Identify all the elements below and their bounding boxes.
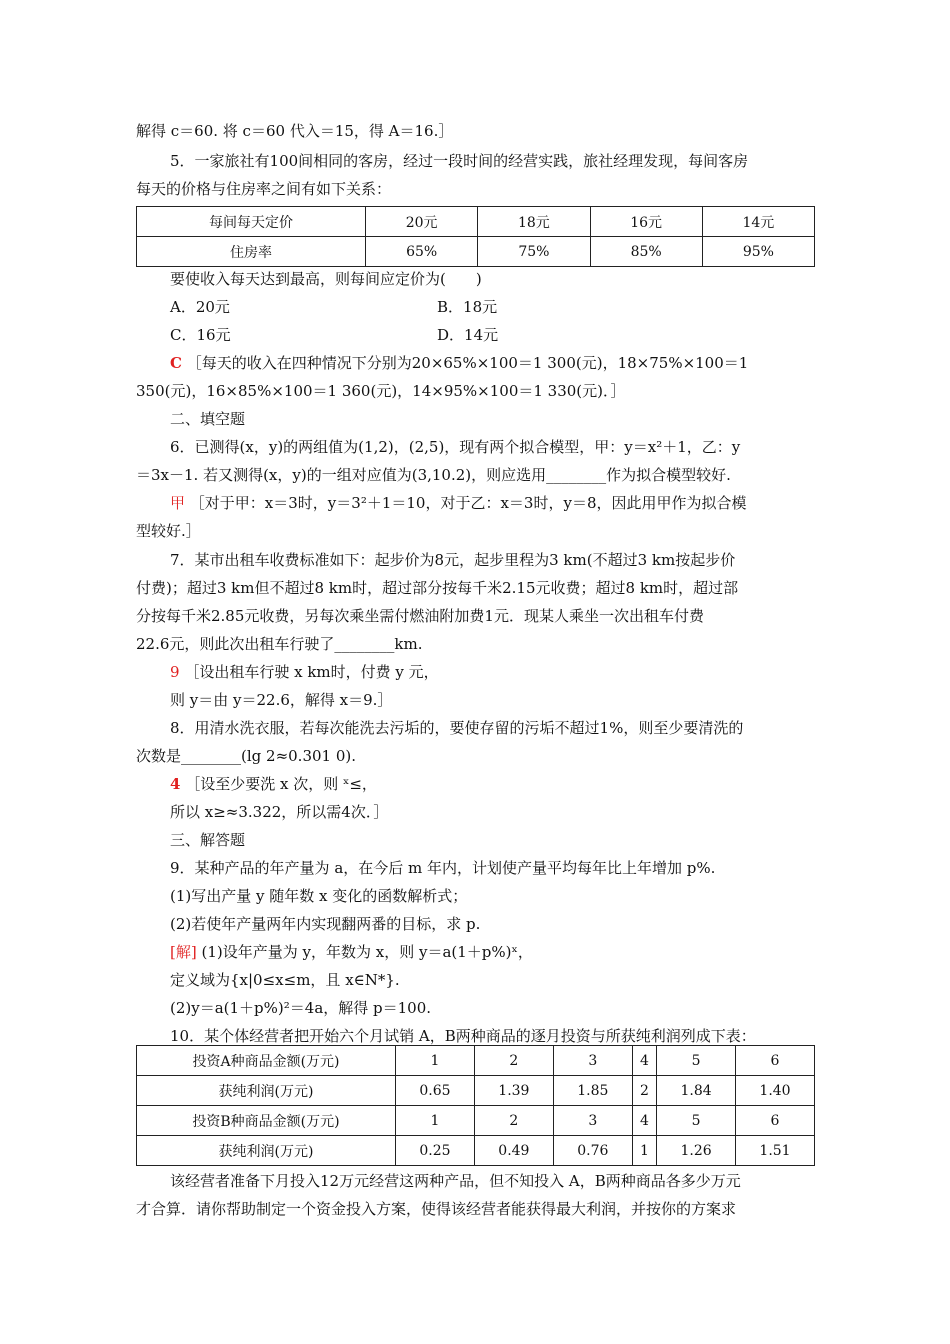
price-occupancy-table [136,206,815,267]
question-6-text: ＝3x－1. 若又测得(x，y)的一组对应值为(3,10.2)，则应选用________作为拟合模型较好. [136,466,731,484]
answer-tag: C [170,354,182,372]
table-cell: 0.25 [396,1136,475,1166]
answer-text: (1)设年产量为 y，年数为 x，则 y＝a(1＋p%)ˣ， [201,943,533,961]
table-row [137,207,815,237]
question-5-text: 每天的价格与住房率之间有如下关系： [136,180,392,198]
answer-text: ［每天的收入在四种情况下分别为20×65%×100＝1 300(元)，18×75%×100＝1 [186,354,749,372]
table-cell: 1.39 [474,1076,553,1106]
table-cell: 0.65 [396,1076,475,1106]
table-row [137,1106,815,1136]
table-cell: 95% [702,237,814,267]
table-cell: 住房率 [137,237,366,267]
table-cell: 16元 [590,207,702,237]
answer-8-text: 所以 x≥≈3.322，所以需4次．］ [170,803,389,821]
table-cell: 2 [474,1106,553,1136]
table-cell: 获纯利润(万元) [137,1136,396,1166]
table-cell: 75% [478,237,590,267]
question-10-text: 该经营者准备下月投入12万元经营这两种产品，但不知投入 A，B两种商品各多少万元 [170,1172,741,1190]
table-cell: 1 [396,1106,475,1136]
table-cell: 1 [632,1136,656,1166]
table-row [137,237,815,267]
question-7-text: 付费)；超过3 km但不超过8 km时，超过部分按每千米2.15元收费；超过8 km时，超过部 [136,579,739,597]
question-9-text: (1)写出产量 y 随年数 x 变化的函数解析式； [170,887,468,905]
table-cell: 0.49 [474,1136,553,1166]
question-9-text: (2)若使年产量两年内实现翻两番的目标，求 p. [170,915,481,933]
table-cell: 18元 [478,207,590,237]
section-heading: 二、填空题 [170,410,246,428]
question-5-text: 要使收入每天达到最高，则每间应定价为( ) [170,270,482,288]
table-cell: 1.85 [553,1076,632,1106]
table-cell: 投资A种商品金额(万元) [137,1046,396,1076]
table-cell: 4 [632,1046,656,1076]
answer-7 [170,661,439,683]
option-d: D．14元 [437,326,499,344]
table-cell: 20元 [366,207,478,237]
table-row [137,1076,815,1106]
table-cell: 5 [657,1106,736,1136]
question-9-text: 9．某种产品的年产量为 a，在今后 m 年内，计划使产量平均每年比上年增加 p%. [170,859,716,877]
answer-9-text: 定义域为{x|0≤x≤m，且 x∈N*}. [170,971,400,989]
option-c: C．16元 [170,326,231,344]
question-10-text: 才合算．请你帮助制定一个资金投入方案，使得该经营者能获得最大利润，并按你的方案求 [136,1200,737,1218]
table-cell: 1.51 [736,1136,815,1166]
table-cell: 1.40 [736,1076,815,1106]
table-cell: 投资B种商品金额(万元) [137,1106,396,1136]
section-heading: 三、解答题 [170,831,246,849]
question-8-text: 8．用清水洗衣服，若每次能洗去污垢的，要使存留的污垢不超过1%，则至少要清洗的 [170,719,744,737]
table-cell: 每间每天定价 [137,207,366,237]
table-cell: 3 [553,1046,632,1076]
text-line: 解得 c＝60. 将 c＝60 代入＝15，得 A＝16.］ [136,122,454,140]
answer-5-text: 350(元)，16×85%×100＝1 360(元)，14×95%×100＝1 330(元)．］ [136,382,626,400]
table-cell: 6 [736,1106,815,1136]
answer-tag: 甲 [170,494,186,512]
answer-8 [170,773,377,795]
table-cell: 获纯利润(万元) [137,1076,396,1106]
question-5-text: 5．一家旅社有100间相同的客房，经过一段时间的经营实践，旅社经理发现，每间客房 [170,152,749,170]
table-cell: 65% [366,237,478,267]
table-cell: 1.84 [657,1076,736,1106]
table-cell: 4 [632,1106,656,1136]
answer-6 [170,492,747,514]
answer-6-text: 型较好.］ [136,522,201,540]
answer-text: ［设至少要洗 x 次，则 ˣ≤， [185,775,377,793]
table-cell: 6 [736,1046,815,1076]
answer-9 [170,941,533,963]
answer-5 [170,352,748,374]
table-cell: 2 [632,1076,656,1106]
question-7-text: 22.6元，则此次出租车行驶了________km. [136,635,423,653]
table-cell: 1 [396,1046,475,1076]
answer-tag: [解] [170,943,197,961]
table-cell: 85% [590,237,702,267]
question-10-text: 10．某个体经营者把开始六个月试销 A，B两种商品的逐月投资与所获纯利润列成下表： [170,1027,756,1045]
table-cell: 1.26 [657,1136,736,1166]
answer-7-text: 则 y＝由 y＝22.6，解得 x＝9.］ [170,691,393,709]
question-6-text: 6．已测得(x，y)的两组值为(1,2)，(2,5)，现有两个拟合模型，甲：y＝x²＋1，乙：y [170,438,741,456]
table-row [137,1046,815,1076]
question-7-text: 分按每千米2.85元收费，另每次乘坐需付燃油附加费1元．现某人乘坐一次出租车付费 [136,607,704,625]
table-cell: 5 [657,1046,736,1076]
table-cell: 3 [553,1106,632,1136]
answer-tag: 4 [170,775,181,793]
question-8-text: 次数是________(lg 2≈0.301 0). [136,747,357,765]
answer-text: ［对于甲：x＝3时，y＝3²＋1＝10，对于乙：x＝3时，y＝8，因此用甲作为拟合模 [189,494,747,512]
table-row [137,1136,815,1166]
investment-profit-table [136,1045,815,1166]
table-cell: 0.76 [553,1136,632,1166]
answer-9-text: (2)y＝a(1＋p%)²＝4a，解得 p＝100. [170,999,432,1017]
option-a: A．20元 [170,298,230,316]
answer-text: ［设出租车行驶 x km时，付费 y 元， [184,663,439,681]
answer-tag: 9 [170,663,180,681]
table-cell: 2 [474,1046,553,1076]
table-cell: 14元 [702,207,814,237]
question-7-text: 7．某市出租车收费标准如下：起步价为8元，起步里程为3 km(不超过3 km按起步价 [170,551,736,569]
option-b: B．18元 [437,298,498,316]
